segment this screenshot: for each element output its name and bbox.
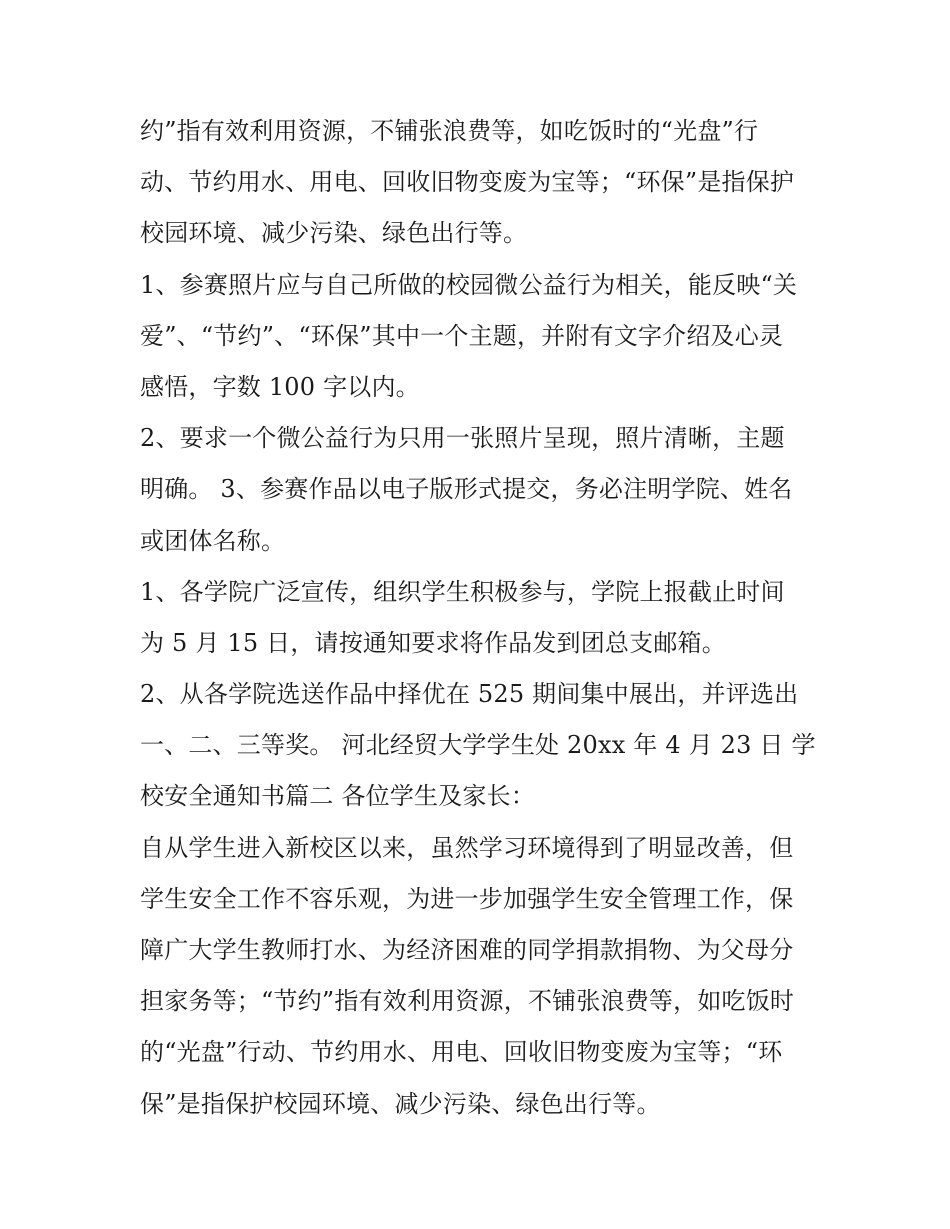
text-line: 明确。 3、参赛作品以电子版形式提交，务必注明学院、姓名 — [140, 475, 793, 504]
text-line: 约”指有效利用资源，不铺张浪费等，如吃饭时的“光盘”行 — [140, 117, 759, 145]
text-line: 校安全通知书篇二 各位学生及家长： — [140, 782, 536, 811]
text-line: 感悟，字数 100 字以内。 — [140, 372, 420, 401]
text-line: 担家务等；“节约”指有效利用资源，不铺张浪费等，如吃饭时 — [140, 987, 795, 1016]
text-line: 1、参赛照片应与自己所做的校园微公益行为相关，能反映“关 — [140, 270, 798, 299]
text-line: 动、节约用水、用电、回收旧物变废为宝等；“环保”是指保护 — [140, 168, 795, 197]
text-line: 障广大学生教师打水、为经济困难的同学捐款捐物、为父母分 — [140, 936, 794, 964]
text-line: 保”是指保护校园环境、减少污染、绿色出行等。 — [140, 1089, 661, 1118]
text-line: 2、从各学院选送作品中择优在 525 期间集中展出，并评选出 — [140, 680, 799, 709]
document-body — [140, 106, 830, 1130]
text-line: 或团体名称。 — [140, 526, 286, 555]
text-line: 的“光盘”行动、节约用水、用电、回收旧物变废为宝等；“环 — [140, 1038, 783, 1067]
text-line: 学生安全工作不容乐观，为进一步加强学生安全管理工作，保 — [140, 884, 794, 913]
text-line: 2、要求一个微公益行为只用一张照片呈现，照片清晰，主题 — [140, 424, 785, 453]
text-line: 自从学生进入新校区以来，虽然学习环境得到了明显改善，但 — [140, 833, 794, 862]
text-line: 校园环境、减少污染、绿色出行等。 — [140, 219, 528, 248]
text-line: 一、二、三等奖。 河北经贸大学学生处 20xx 年 4 月 23 日 学 — [140, 731, 816, 760]
text-line: 为 5 月 15 日，请按通知要求将作品发到团总支邮箱。 — [140, 628, 726, 657]
text-line: 爱”、“节约”、“环保”其中一个主题，并附有文字介绍及心灵 — [140, 321, 784, 350]
text-line: 1、各学院广泛宣传，组织学生积极参与，学院上报截止时间 — [140, 577, 785, 606]
